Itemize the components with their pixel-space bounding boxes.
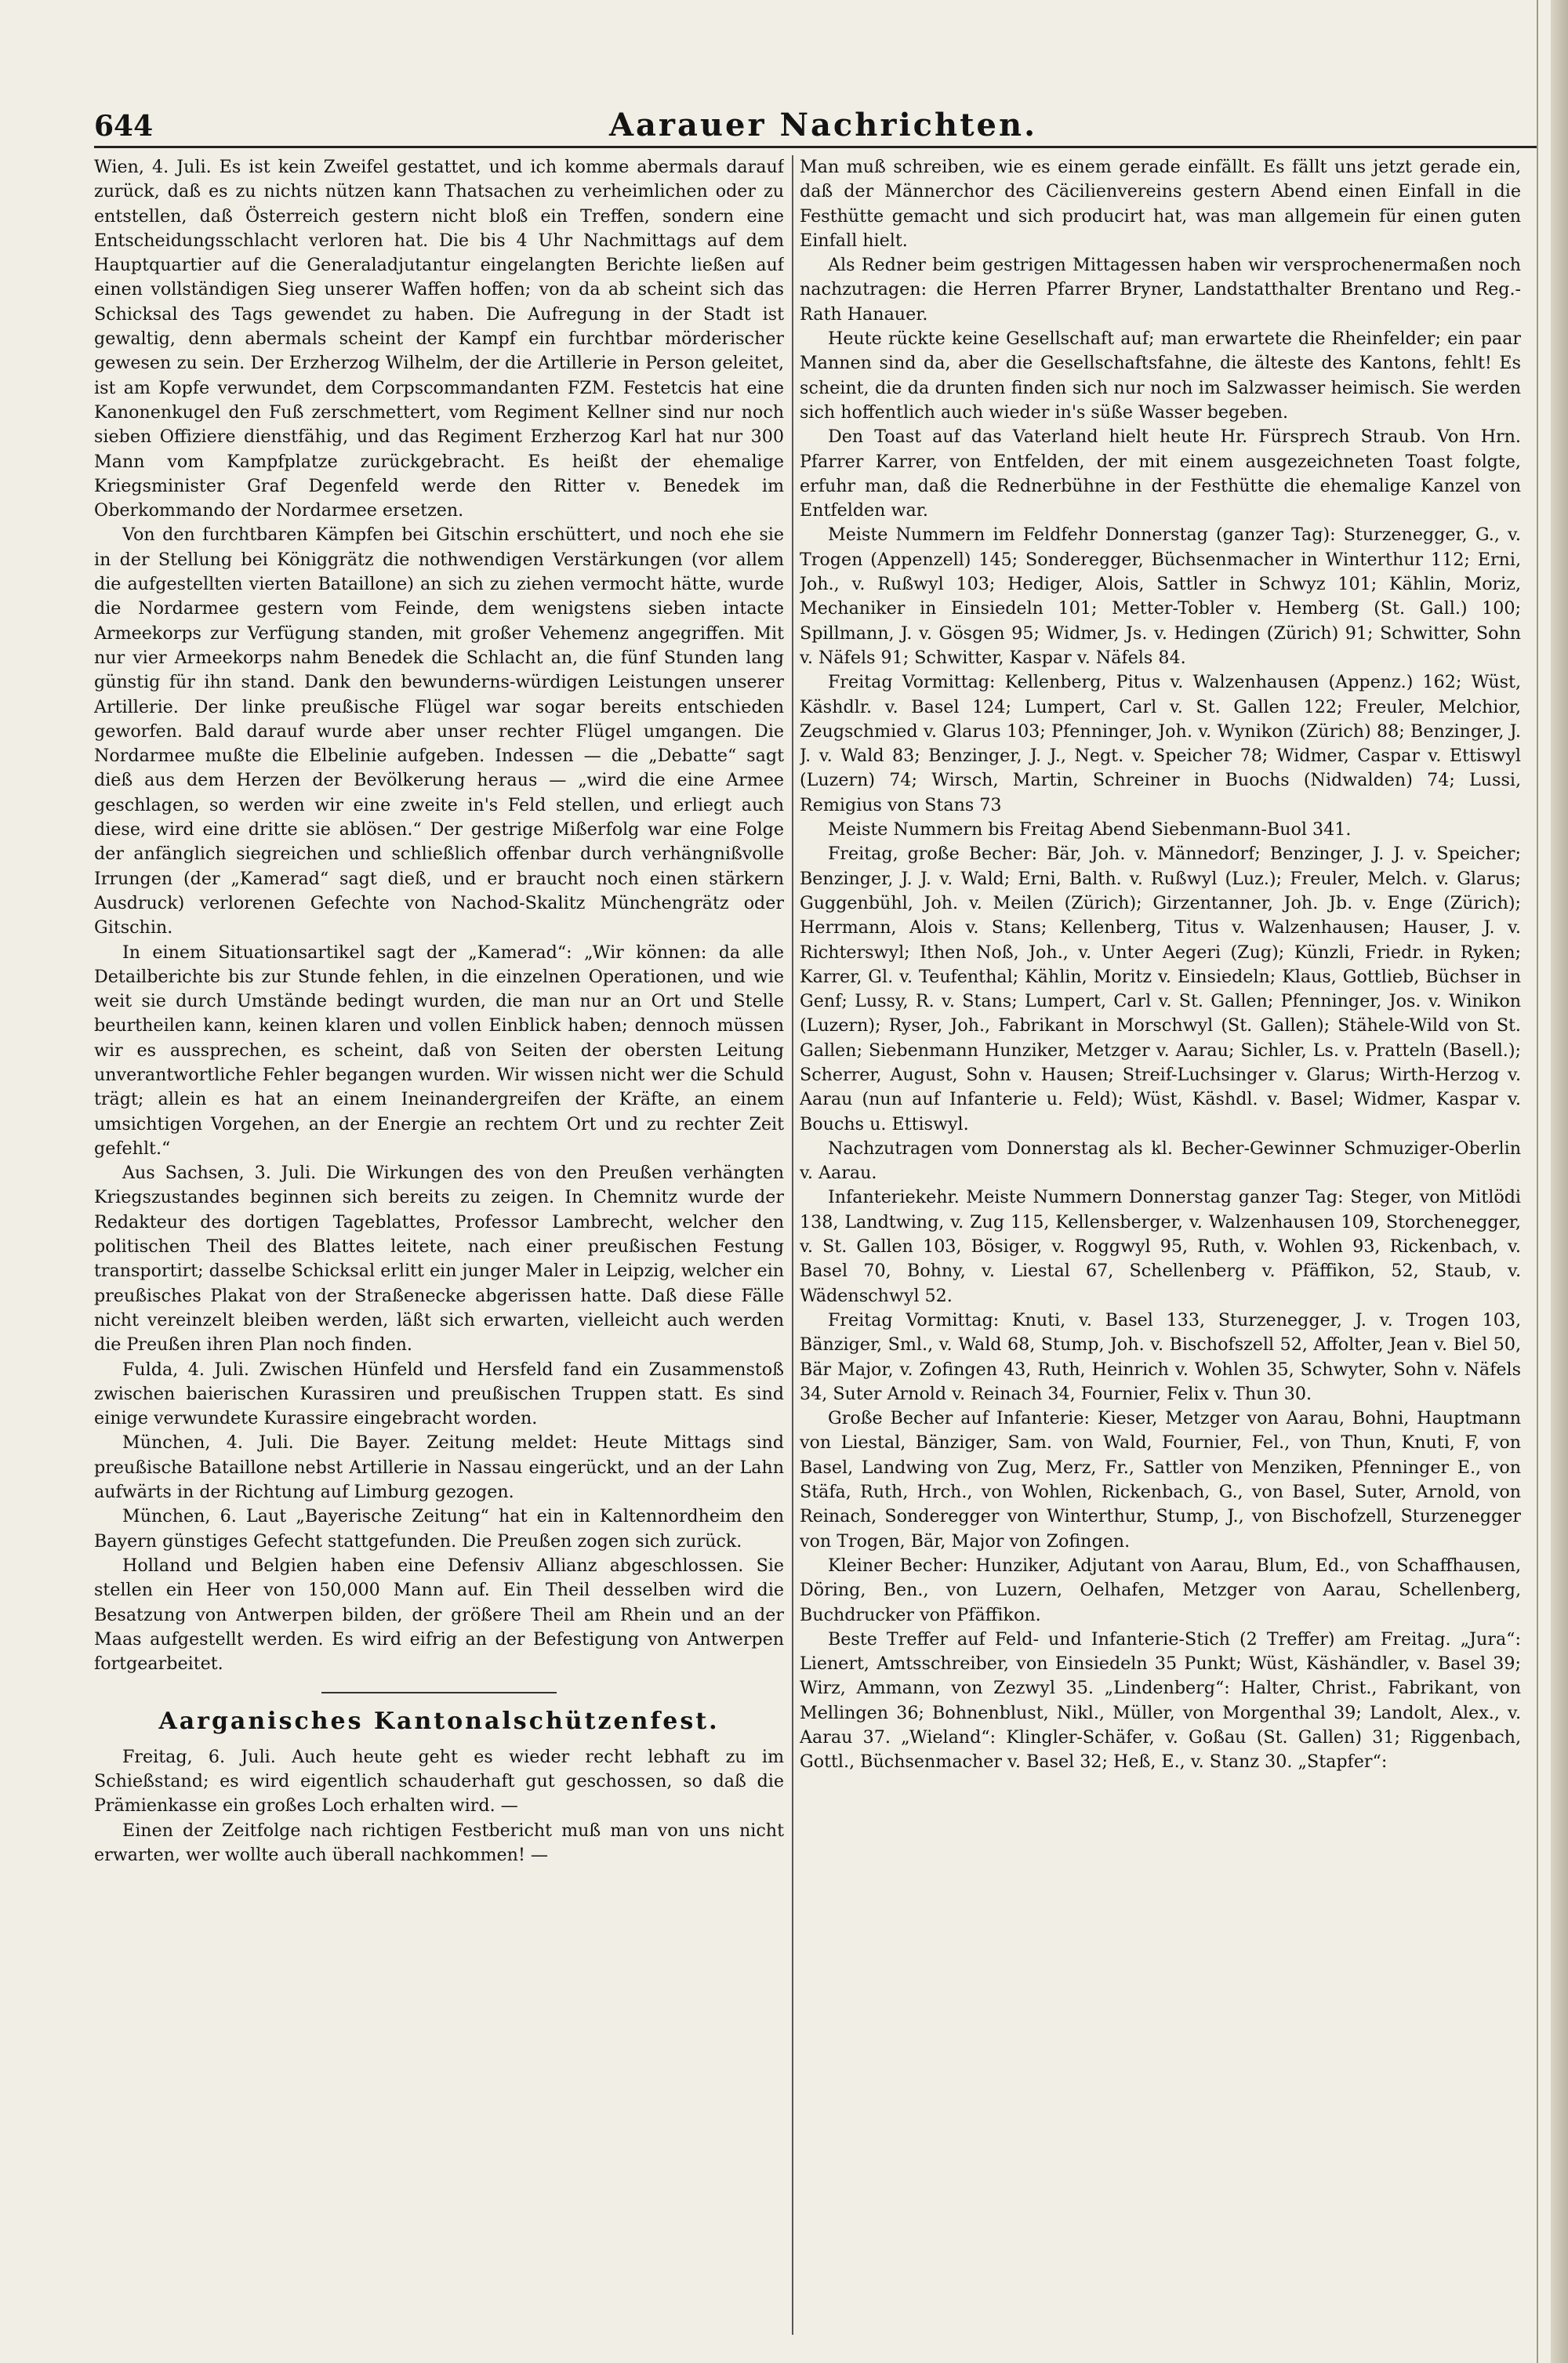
results-beste-treffer: Beste Treffer auf Feld- und Infanterie-Stich (2 Treffer) am Freitag. „Jura“: Lienert, Amtsschreiber, von Einsiedeln 35 Punkt; Wüst, Käshändler, v. Basel 39; Wirz, Ammann, von Zezwyl 35. „Lindenberg“: Halter, Christ., Fabrikant, von Mellingen 36; Bohnenblust, Nikl., Müller, von Morgenthal 39; Landolt, Alex., v. Aarau 37. „Wieland“: Klingler-Schäfer, v. Goßau (St. Gallen) 31; Riggenbach, Gottl., Büchsenmacher v. Basel 32; Heß, E., v. Stanz 30. „Stapfer“:	[800, 1628, 1521, 1773]
page-number: 644	[94, 110, 154, 143]
results-infanterie-freitag: Freitag Vormittag: Knuti, v. Basel 133, Sturzenegger, J. v. Trogen 103, Bänziger, Sml., v. Wald 68, Stump, Joh. v. Bischofszell 52, Affolter, Jean v. Biel 50, Bär Major, v. Zofingen 43, Ruth, Heinrich v. Wohlen 35, Schwyter, Sohn v. Näfels 34, Suter Arnold v. Reinach 34, Fournier, Felix v. Thun 30.	[800, 1309, 1521, 1404]
results-grosse-becher-infanterie: Große Becher auf Infanterie: Kieser, Metzger von Aarau, Bohni, Hauptmann von Liestal, Bänziger, Sam. von Wald, Fournier, Fel., von Thun, Knuti, F, von Basel, Landwing von Zug, Merz, Fr., Sattler von Menziken, Pfenninger E., von Stäfa, Ruth, Hrch., von Wohlen, Rickenbach, G., von Basel, Suter, Arnold, von Reinach, Sonderegger von Winterthur, Stump, J., von Bischofzell, Sturzenegger von Trogen, Bär, Major von Zofingen.	[800, 1408, 1521, 1552]
article-nordarmee: Von den furchtbaren Kämpfen bei Gitschin erschüttert, und noch ehe sie in der Stellung bei Königgrätz die nothwendigen Verstärkungen (vor allem die aufgestellten vierten Bataillone) an sich zu ziehen vermocht hätte, wurde die Nordarmee gestern vom Feinde, dem wenigstens sieben intacte Armeekorps zur Verfügung standen, mit großer Vehemenz angegriffen. Mit nur vier Armeekorps nahm Benedek die Schlacht an, die fünf Stunden lang günstig für ihn stand. Dank den bewunderns-würdigen Leistungen unserer Artillerie. Der linke preußische Flügel war sogar bereits entschieden geworfen. Bald darauf wurde aber unser rechter Flügel umgangen. Die Nordarmee mußte die Elbelinie aufgeben. Indessen — die „Debatte“ sagt dieß aus dem Herzen der Bevölkerung heraus — „wird die eine Armee geschlagen, so werden wir eine zweite in's Feld stellen, und erliegt auch diese, wird eine dritte sie ablösen.“ Der gestrige Mißerfolg war eine Folge der anfänglich siegreichen und schließlich offenbar durch verhängnißvolle Irrungen (der „Kamerad“ sagt dieß, und er braucht noch einen stärkern Ausdruck) verlorenen Gefechte von Nachod-Skalitz Münchengrätz oder Gitschin.	[94, 525, 784, 938]
article-sachsen: Aus Sachsen, 3. Juli. Die Wirkungen des von den Preußen verhängten Kriegszustandes beginnen sich bereits zu zeigen. In Chemnitz wurde der Redakteur des dortigen Tageblattes, Professor Lambrecht, welcher den politischen Theil des Blattes leitete, nach einer preußischen Festung transportirt; dasselbe Schicksal erlitt ein junger Maler in Leipzig, welcher ein preußisches Plakat von der Straßenecke abgerissen hatte. Daß diese Fälle nicht vereinzelt bleiben werden, läßt sich erwarten, vielleicht auch werden die Preußen ihren Plan noch finden.	[94, 1163, 784, 1356]
results-feld-donnerstag: Meiste Nummern im Feldfehr Donnerstag (ganzer Tag): Sturzenegger, G., v. Trogen (Appenzell) 145; Sonderegger, Büchsenmacher in Winterthur 112; Erni, Joh., v. Rußwyl 103; Hediger, Alois, Sattler in Schwyz 101; Kählin, Moriz, Mechaniker in Einsiedeln 101; Metter-Tobler v. Hemberg (St. Gall.) 100; Spillmann, J. v. Gösgen 95; Widmer, Js. v. Hedingen (Zürich) 91; Schwitter, Sohn v. Näfels 91; Schwitter, Kaspar v. Näfels 84.	[800, 525, 1521, 668]
results-kleiner-becher: Kleiner Becher: Hunziker, Adjutant von Aarau, Blum, Ed., von Schaffhausen, Döring, Ben., von Luzern, Oelhafen, Metzger von Aarau, Schellenberg, Buchdrucker von Pfäffikon.	[800, 1555, 1521, 1625]
results-feld-freitag-vormittag: Freitag Vormittag: Kellenberg, Pitus v. Walzenhausen (Appenz.) 162; Wüst, Käshdlr. v. Basel 124; Lumpert, Carl v. St. Gallen 122; Freuler, Melchior, Zeugschmied v. Glarus 103; Pfenninger, Joh. v. Wynikon (Zürich) 88; Benzinger, J. J. v. Wald 83; Benzinger, J. J., Negt. v. Speicher 78; Widmer, Caspar v. Ettiswyl (Luzern) 74; Wirsch, Martin, Schreiner in Buochs (Nidwalden) 74; Lussi, Remigius von Stans 73	[800, 672, 1521, 815]
section-separator	[321, 1692, 557, 1693]
article-freitag: Freitag, 6. Juli. Auch heute geht es wieder recht lebhaft zu im Schießstand; es wird eigentlich schauderhaft gut geschossen, so daß die Prämienkasse ein großes Loch erhalten wird. —	[94, 1746, 784, 1817]
article-holland-belgien: Holland und Belgien haben eine Defensiv Allianz abgeschlossen. Sie stellen ein Heer von 150,000 Mann auf. Ein Theil desselben wird die Besatzung von Antwerpen bilden, der größere Theil am Rhein und an der Maas aufgestellt werden. Es wird eifrig an der Befestigung von Antwerpen fortgearbeitet.	[94, 1555, 784, 1675]
results-grosse-becher: Freitag, große Becher: Bär, Joh. v. Männedorf; Benzinger, J. J. v. Speicher; Benzinger, J. J. v. Wald; Erni, Balth. v. Rußwyl (Luz.); Freuler, Melch. v. Glarus; Guggenbühl, Joh. v. Meilen (Zürich); Girzentanner, Joh. Jb. v. Enge (Zürich); Herrmann, Alois v. Stans; Kellenberg, Titus v. Walzenhausen; Hauser, J. v. Richterswyl; Ithen Noß, Joh., v. Unter Aegeri (Zug); Künzli, Friedr. in Ryken; Karrer, Gl. v. Teufenthal; Kählin, Moritz v. Einsiedeln; Klaus, Gottlieb, Büchser in Genf; Lussy, R. v. Stans; Lumpert, Carl v. St. Gallen; Pfenninger, Jos. v. Winikon (Luzern); Ryser, Joh., Fabrikant in Morschwyl (St. Gallen); Stähele-Wild von St. Gallen; Siebenmann Hunziker, Metzger v. Aarau; Sichler, Ls. v. Pratteln (Basell.); Scherrer, August, Sohn v. Hausen; Streif-Luchsinger v. Glarus; Wirth-Herzog v. Aarau (nun auf Infanterie u. Feld); Wüst, Käshdl. v. Basel; Widmer, Kaspar v. Bouchs u. Ettiswyl.	[800, 844, 1521, 1134]
section-title-schuetzenfest: Aarganisches Kantonalschützenfest.	[158, 1708, 720, 1736]
column-divider	[792, 155, 793, 2335]
left-column	[94, 155, 784, 2343]
article-kamerad: In einem Situationsartikel sagt der „Kamerad“: „Wir können: da alle Detailberichte bis zur Stunde fehlen, in die einzelnen Operationen, und wie weit sie durch Umstände bedingt wurden, die man nur an Ort und Stelle beurtheilen kann, keinen klaren und vollen Einblick haben; dennoch müssen wir es aussprechen, es scheint, daß von Seiten der obersten Leitung unverantwortliche Fehler begangen wurden. Wir wissen nicht wer die Schuld trägt; allein es hat an einem Ineinandergreifen der Kräfte, an einem umsichtigen Vorgehen, an der Energie an rechtem Ort und zu rechter Zeit gefehlt.“	[94, 942, 784, 1159]
article-festbericht: Einen der Zeitfolge nach richtigen Festbericht muß man von uns nicht erwarten, wer wollte auch überall nachkommen! —	[94, 1820, 784, 1865]
masthead-title: Aarauer Nachrichten.	[608, 107, 1038, 143]
header-rule	[94, 146, 1537, 148]
page-fold-line	[1537, 0, 1538, 2363]
results-nachtrag: Nachzutragen vom Donnerstag als kl. Becher-Gewinner Schmuziger-Oberlin v. Aarau.	[800, 1138, 1521, 1184]
fest-report-toast: Den Toast auf das Vaterland hielt heute Hr. Fürsprech Straub. Von Hrn. Pfarrer Karrer, von Entfelden, der mit einem ausgezeichneten Toast folgte, erfuhr man, daß die Rednerbühne in der Festhütte die ehemalige Kanzel von Entfelden war.	[800, 427, 1521, 521]
page-binding-edge	[1551, 0, 1568, 2363]
page-header	[94, 107, 1552, 147]
results-infanterie-donnerstag: Infanteriekehr. Meiste Nummern Donnerstag ganzer Tag: Steger, von Mitlödi 138, Landtwing, v. Zug 115, Kellensberger, v. Walzenhausen 109, Storchenegger, v. St. Gallen 103, Bösiger, v. Roggwyl 95, Ruth, v. Wohlen 93, Rickenbach, v. Basel 70, Bohny, v. Liestal 67, Schellenberg v. Pfäffikon, 52, Staub, v. Wädenschwyl 52.	[800, 1187, 1521, 1306]
article-wien: Wien, 4. Juli. Es ist kein Zweifel gestattet, und ich komme abermals darauf zurück, daß es zu nichts nützen kann Thatsachen zu verheimlichen oder zu entstellen, daß Österreich gestern nicht bloß ein Treffen, sondern eine Entscheidungsschlacht verloren hat. Die bis 4 Uhr Nachmittags auf dem Hauptquartier auf die Generaladjutantur eingelangten Berichte ließen auf einen vollständigen Sieg unserer Waffen hoffen; von da ab scheint sich das Schicksal des Tags gewendet zu haben. Die Aufregung in der Stadt ist gewaltig, denn abermals scheint der Kampf ein furchtbar mörderischer gewesen zu sein. Der Erzherzog Wilhelm, der die Artillerie in Person geleitet, ist am Kopfe verwundet, dem Corpscommandanten FZM. Festetcis hat eine Kanonenkugel den Fuß zerschmettert, vom Regiment Kellner sind nur noch sieben Offiziere dienstfähig, und das Regiment Erzherzog Karl hat nur 300 Mann vom Kampfplatze zurückgebracht. Es heißt der ehemalige Kriegsminister Graf Degenfeld werde den Ritter v. Benedek im Oberkommando der Nordarmee ersetzen.	[94, 157, 784, 521]
fest-report-intro: Man muß schreiben, wie es einem gerade einfällt. Es fällt uns jetzt gerade ein, daß der Männerchor des Cäcilienvereins gestern Abend einen Einfall in die Festhütte gemacht und sich producirt hat, was man allgemein für einen guten Einfall hielt.	[800, 157, 1521, 251]
article-muenchen-2: München, 6. Laut „Bayerische Zeitung“ hat ein in Kaltennordheim den Bayern günstiges Gefecht stattgefunden. Die Preußen zogen sich zurück.	[94, 1506, 784, 1552]
fest-report-rheinfelder: Heute rückte keine Gesellschaft auf; man erwartete die Rheinfelder; ein paar Mannen sind da, aber die Gesellschaftsfahne, die älteste des Kantons, fehlt! Es scheint, die da drunten finden sich nur noch im Salzwasser heimisch. Sie werden sich hoffentlich auch wieder in's süße Wasser begeben.	[800, 328, 1521, 423]
article-muenchen-1: München, 4. Juli. Die Bayer. Zeitung meldet: Heute Mittags sind preußische Bataillone nebst Artillerie in Nassau eingerückt, und an der Lahn aufwärts in der Richtung auf Limburg gezogen.	[94, 1432, 784, 1503]
results-meiste-nummern: Meiste Nummern bis Freitag Abend Siebenmann-Buol 341.	[828, 819, 1352, 840]
article-fulda: Fulda, 4. Juli. Zwischen Hünfeld und Hersfeld fand ein Zusammenstoß zwischen baierischen Kurassiren und preußischen Truppen statt. Es sind einige verwundete Kurassire eingebracht worden.	[94, 1359, 784, 1429]
fest-report-redner: Als Redner beim gestrigen Mittagessen haben wir versprochenermaßen noch nachzutragen: die Herren Pfarrer Bryner, Landstatthalter Brentano und Reg.-Rath Hanauer.	[800, 255, 1521, 325]
right-column	[800, 155, 1521, 2343]
